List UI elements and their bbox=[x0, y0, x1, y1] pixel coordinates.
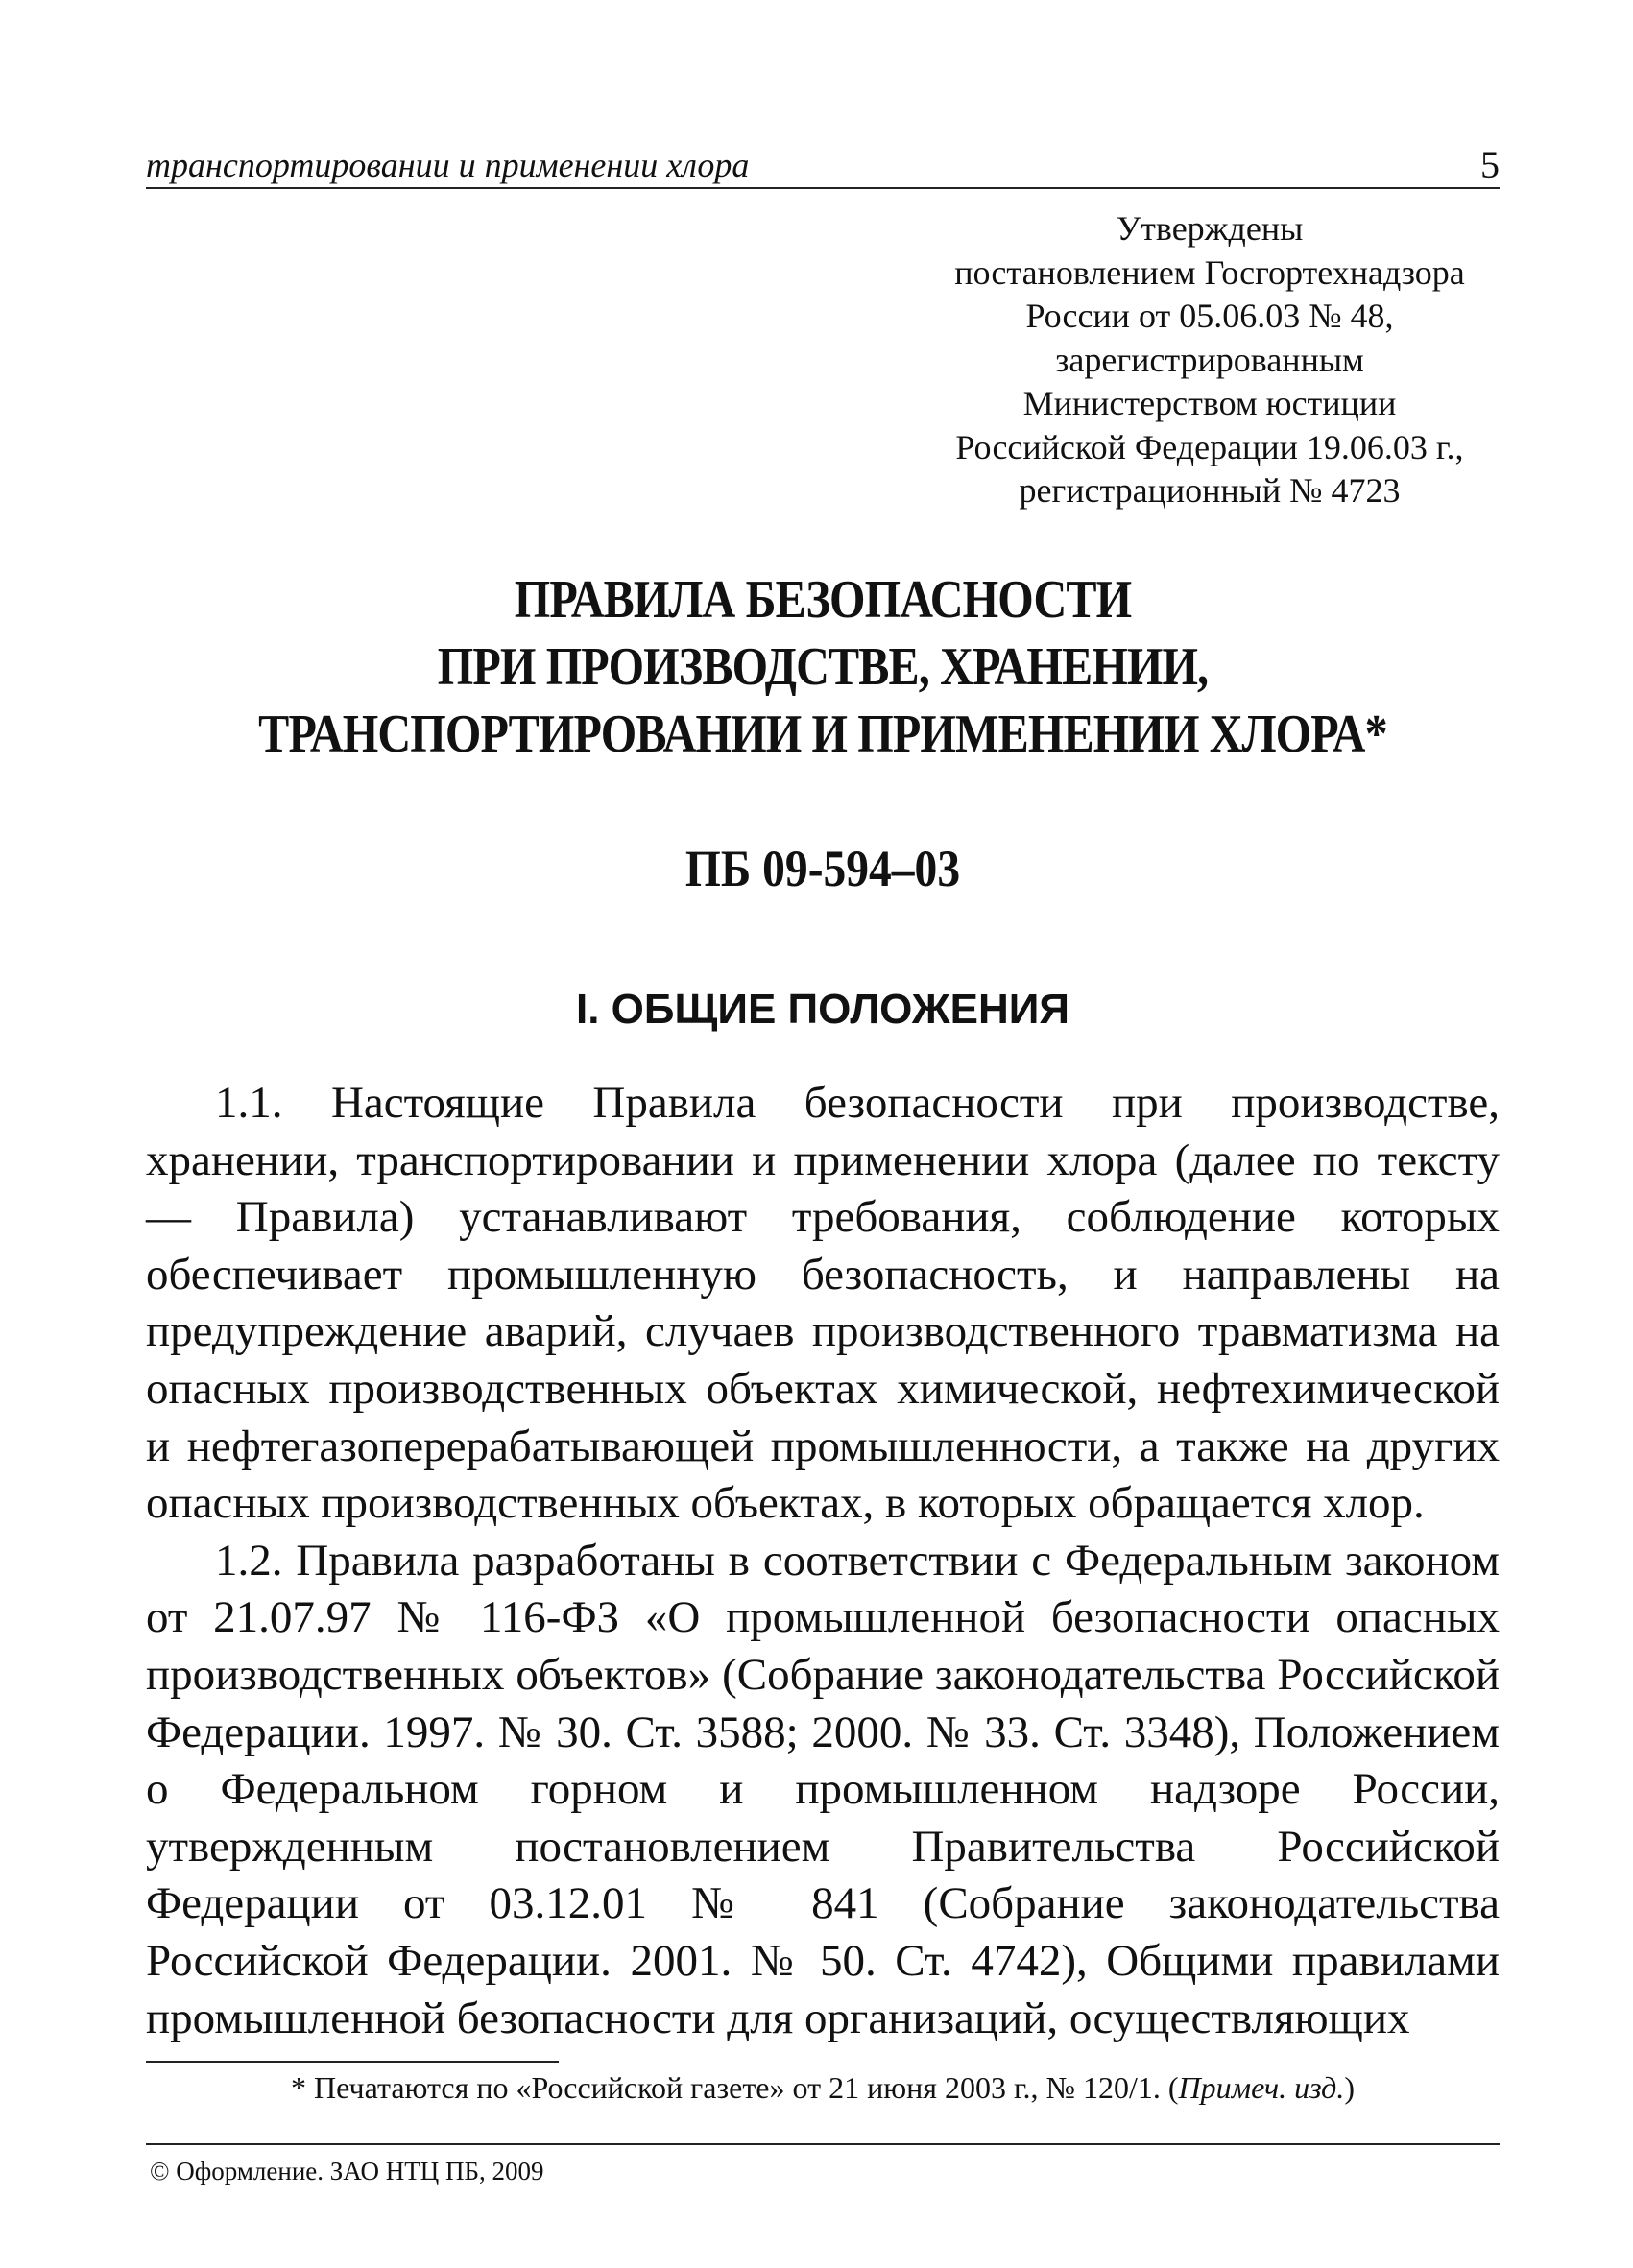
approval-block bbox=[902, 207, 1517, 513]
footnote-divider bbox=[146, 2061, 559, 2063]
approval-line: Утверждены bbox=[1116, 209, 1304, 248]
approval-line: зарегистрированным bbox=[1055, 340, 1364, 379]
document-title bbox=[241, 566, 1405, 768]
bottom-divider bbox=[146, 2143, 1500, 2145]
body-text bbox=[146, 1075, 1500, 2047]
document-code: ПБ 09-594–03 bbox=[684, 840, 961, 897]
section-heading: I. ОБЩИЕ ПОЛОЖЕНИЯ bbox=[576, 986, 1069, 1033]
approval-line: Министерством юстиции bbox=[1022, 384, 1397, 422]
copyright: © Оформление. ЗАО НТЦ ПБ, 2009 bbox=[150, 2157, 544, 2185]
paragraph-1-2: 1.2. Правила разработаны в соответствии с Федеральным законом от 21.07.97 № 116-ФЗ «О промышленной безопасности опасных производственных объектов» (Собрание законодательства Российской Федерации. 1997. № 30. Ст. 3588; 2000. № 33. Ст. 3348), Положением о Федеральном горном и промышленном надзоре России, утвержденным постановлением Правительства Российской Федерации от 03.12.01 № 841 (Собрание законодательства Российской Федерации. 2001. № 50. Ст. 4742), Общими правилами промышленной безопасности для организаций, осуществляющих bbox=[146, 1535, 1500, 2043]
running-title: транспортировании и применении хлора bbox=[146, 146, 750, 184]
page-number: 5 bbox=[1480, 143, 1500, 186]
title-line: ПРИ ПРОИЗВОДСТВЕ, ХРАНЕНИИ, bbox=[437, 637, 1209, 697]
approval-line: постановлением Госгортехнадзора bbox=[954, 252, 1465, 292]
title-line: ПРАВИЛА БЕЗОПАСНОСТИ bbox=[514, 570, 1132, 630]
approval-line: Российской Федерации 19.06.03 г., bbox=[955, 427, 1464, 466]
footnote-text: * Печатаются по «Российской газете» от 21 июня 2003 г., № 120/1. ( bbox=[290, 2070, 1179, 2105]
running-header bbox=[146, 144, 1500, 189]
footnote bbox=[146, 2066, 1500, 2109]
title-line: ТРАНСПОРТИРОВАНИИ И ПРИМЕНЕНИИ ХЛОРА* bbox=[258, 704, 1387, 764]
approval-line: России от 05.06.03 № 48, bbox=[1025, 297, 1394, 335]
footnote-close: ) bbox=[1344, 2070, 1356, 2105]
footnote-editor-note: Примеч. изд. bbox=[1178, 2070, 1345, 2105]
paragraph-1-1: 1.1. Настоящие Правила безопасности при производстве, хранении, транспортировании и применении хлора (далее по тексту — Правила) устанавливают требования, соблюдение которых обеспечивает промышленную безопасность, и направлены на предупреждение аварий, случаев производственного травматизма на опасных производственных объектах химической, нефтехимической и нефтегазоперерабатывающей промышленности, а также на других опасных производственных объектах, в которых обращается хлор. bbox=[146, 1078, 1500, 1529]
approval-line: регистрационный № 4723 bbox=[1019, 471, 1401, 510]
